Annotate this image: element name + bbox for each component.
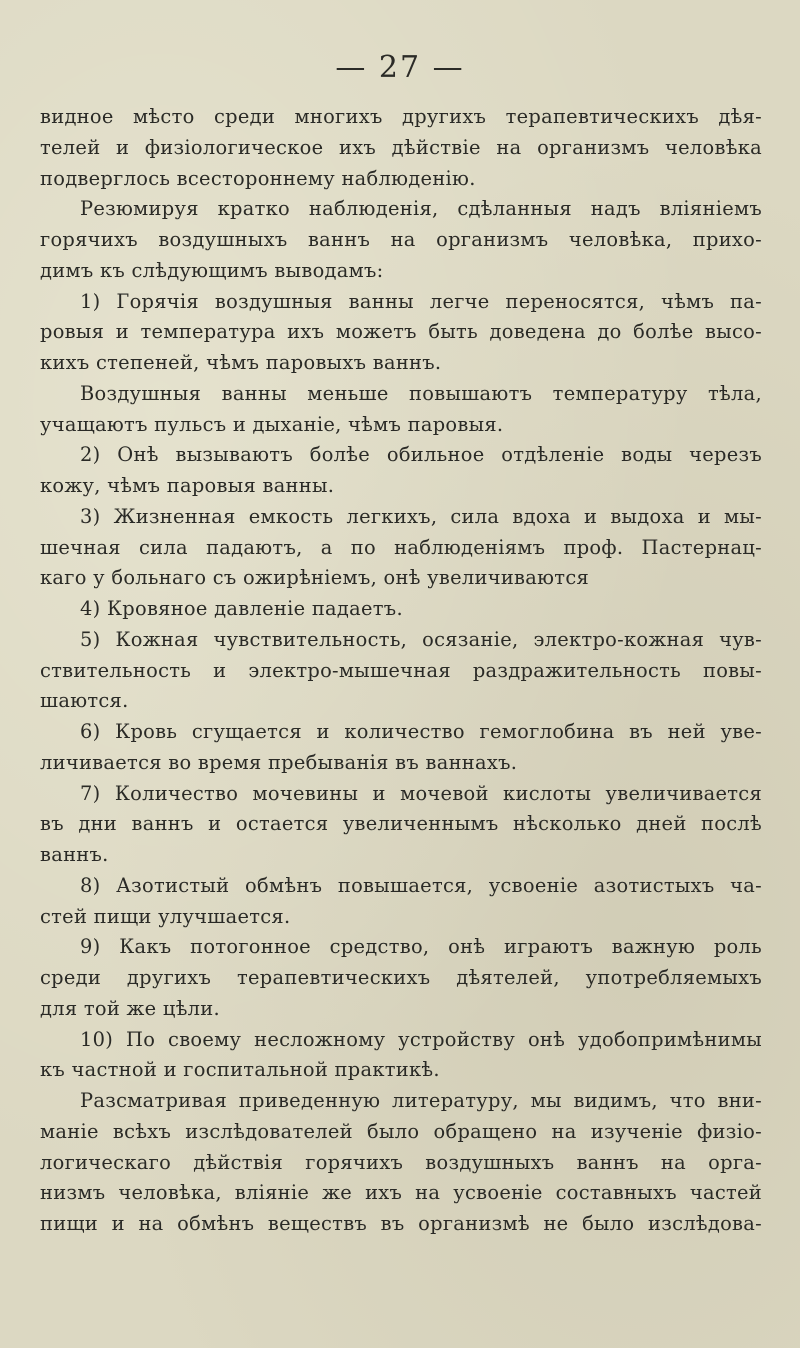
- text-line: ваннъ.: [40, 843, 109, 866]
- text-line: Резюмируя кратко наблюденiя, сдѣланныя надъ влiянiемъ: [80, 197, 762, 221]
- text-line: 9) Какъ потогонное средство, онѣ играютъ важную роль: [80, 935, 762, 959]
- text-line: 10) По своему несложному устройству онѣ удобопримѣнимы: [80, 1027, 762, 1051]
- text-line: 3) Жизненная емкость легкихъ, сила вдоха и выдоха и мы-: [80, 504, 762, 528]
- text-line: 1) Горячiя воздушныя ванны легче переносятся, чѣмъ па-: [80, 289, 762, 313]
- text-line: видное мѣсто среди многихъ другихъ терапевтическихъ дѣя-: [40, 105, 762, 128]
- text-line: личивается во время пребыванiя въ ваннахъ.: [40, 750, 518, 774]
- text-line: кихъ степеней, чѣмъ паровыхъ ваннъ.: [40, 351, 442, 374]
- text-line: низмъ человѣка, влiянiе же ихъ на усвоенiе составныхъ частей: [40, 1181, 762, 1205]
- text-line: телей и физiологическое ихъ дѣйствiе на организмъ человѣка: [40, 135, 762, 159]
- body-text: [40, 102, 762, 1240]
- text-line: шечная сила падаютъ, а по наблюденiямъ проф. Пастернац-: [40, 535, 762, 559]
- text-line: подверглось всестороннему наблюденiю.: [40, 166, 476, 190]
- text-line: въ дни ваннъ и остается увеличеннымъ нѣсколько дней послѣ: [40, 812, 762, 836]
- text-line: кожу, чѣмъ паровыя ванны.: [40, 474, 335, 497]
- text-line: для той же цѣли.: [40, 996, 220, 1020]
- text-line: 6) Кровь сгущается и количество гемоглобина въ ней уве-: [80, 720, 762, 743]
- text-line: димъ къ слѣдующимъ выводамъ:: [40, 258, 384, 282]
- text-line: къ частной и госпитальной практикѣ.: [40, 1058, 440, 1082]
- text-line: 8) Азотистый обмѣнъ повышается, усвоенiе азотистыхъ ча-: [80, 873, 762, 897]
- text-line: логическаго дѣйствiя горячихъ воздушныхъ ваннъ на орга-: [40, 1150, 762, 1174]
- text-line: 5) Кожная чувствительность, осязанiе, электро-кожная чув-: [80, 627, 762, 651]
- text-line: 2) Онѣ вызываютъ болѣе обильное отдѣленiе воды черезъ: [80, 443, 762, 467]
- text-line: среди другихъ терапевтическихъ дѣятелей, употребляемыхъ: [40, 966, 762, 989]
- text-line: манiе всѣхъ изслѣдователей было обращено на изученiе физiо-: [40, 1119, 762, 1143]
- text-line: стей пищи улучшается.: [40, 904, 291, 928]
- text-line: горячихъ воздушныхъ ваннъ на организмъ человѣка, прихо-: [40, 228, 762, 251]
- text-line: Разсматривая приведенную литературу, мы видимъ, что вни-: [80, 1089, 762, 1112]
- text-line: пищи и на обмѣнъ веществъ въ организмѣ не было изслѣдова-: [40, 1212, 762, 1235]
- text-line: ствительность и электро-мышечная раздражительность повы-: [40, 658, 762, 682]
- page-number: — 27 —: [335, 50, 465, 85]
- text-line: 7) Количество мочевины и мочевой кислоты увеличивается: [80, 781, 762, 805]
- text-line: шаются.: [40, 689, 129, 713]
- text-line: учащаютъ пульсъ и дыханiе, чѣмъ паровыя.: [40, 412, 504, 436]
- text-line: Воздушныя ванны меньше повышаютъ температуру тѣла,: [80, 381, 762, 405]
- text-line: каго у больнаго съ ожирѣнiемъ, онѣ увеличиваются: [40, 566, 590, 590]
- text-line: 4) Кровяное давленiе падаетъ.: [80, 597, 403, 620]
- text-line: ровыя и температура ихъ можетъ быть доведена до болѣе высо-: [40, 320, 762, 344]
